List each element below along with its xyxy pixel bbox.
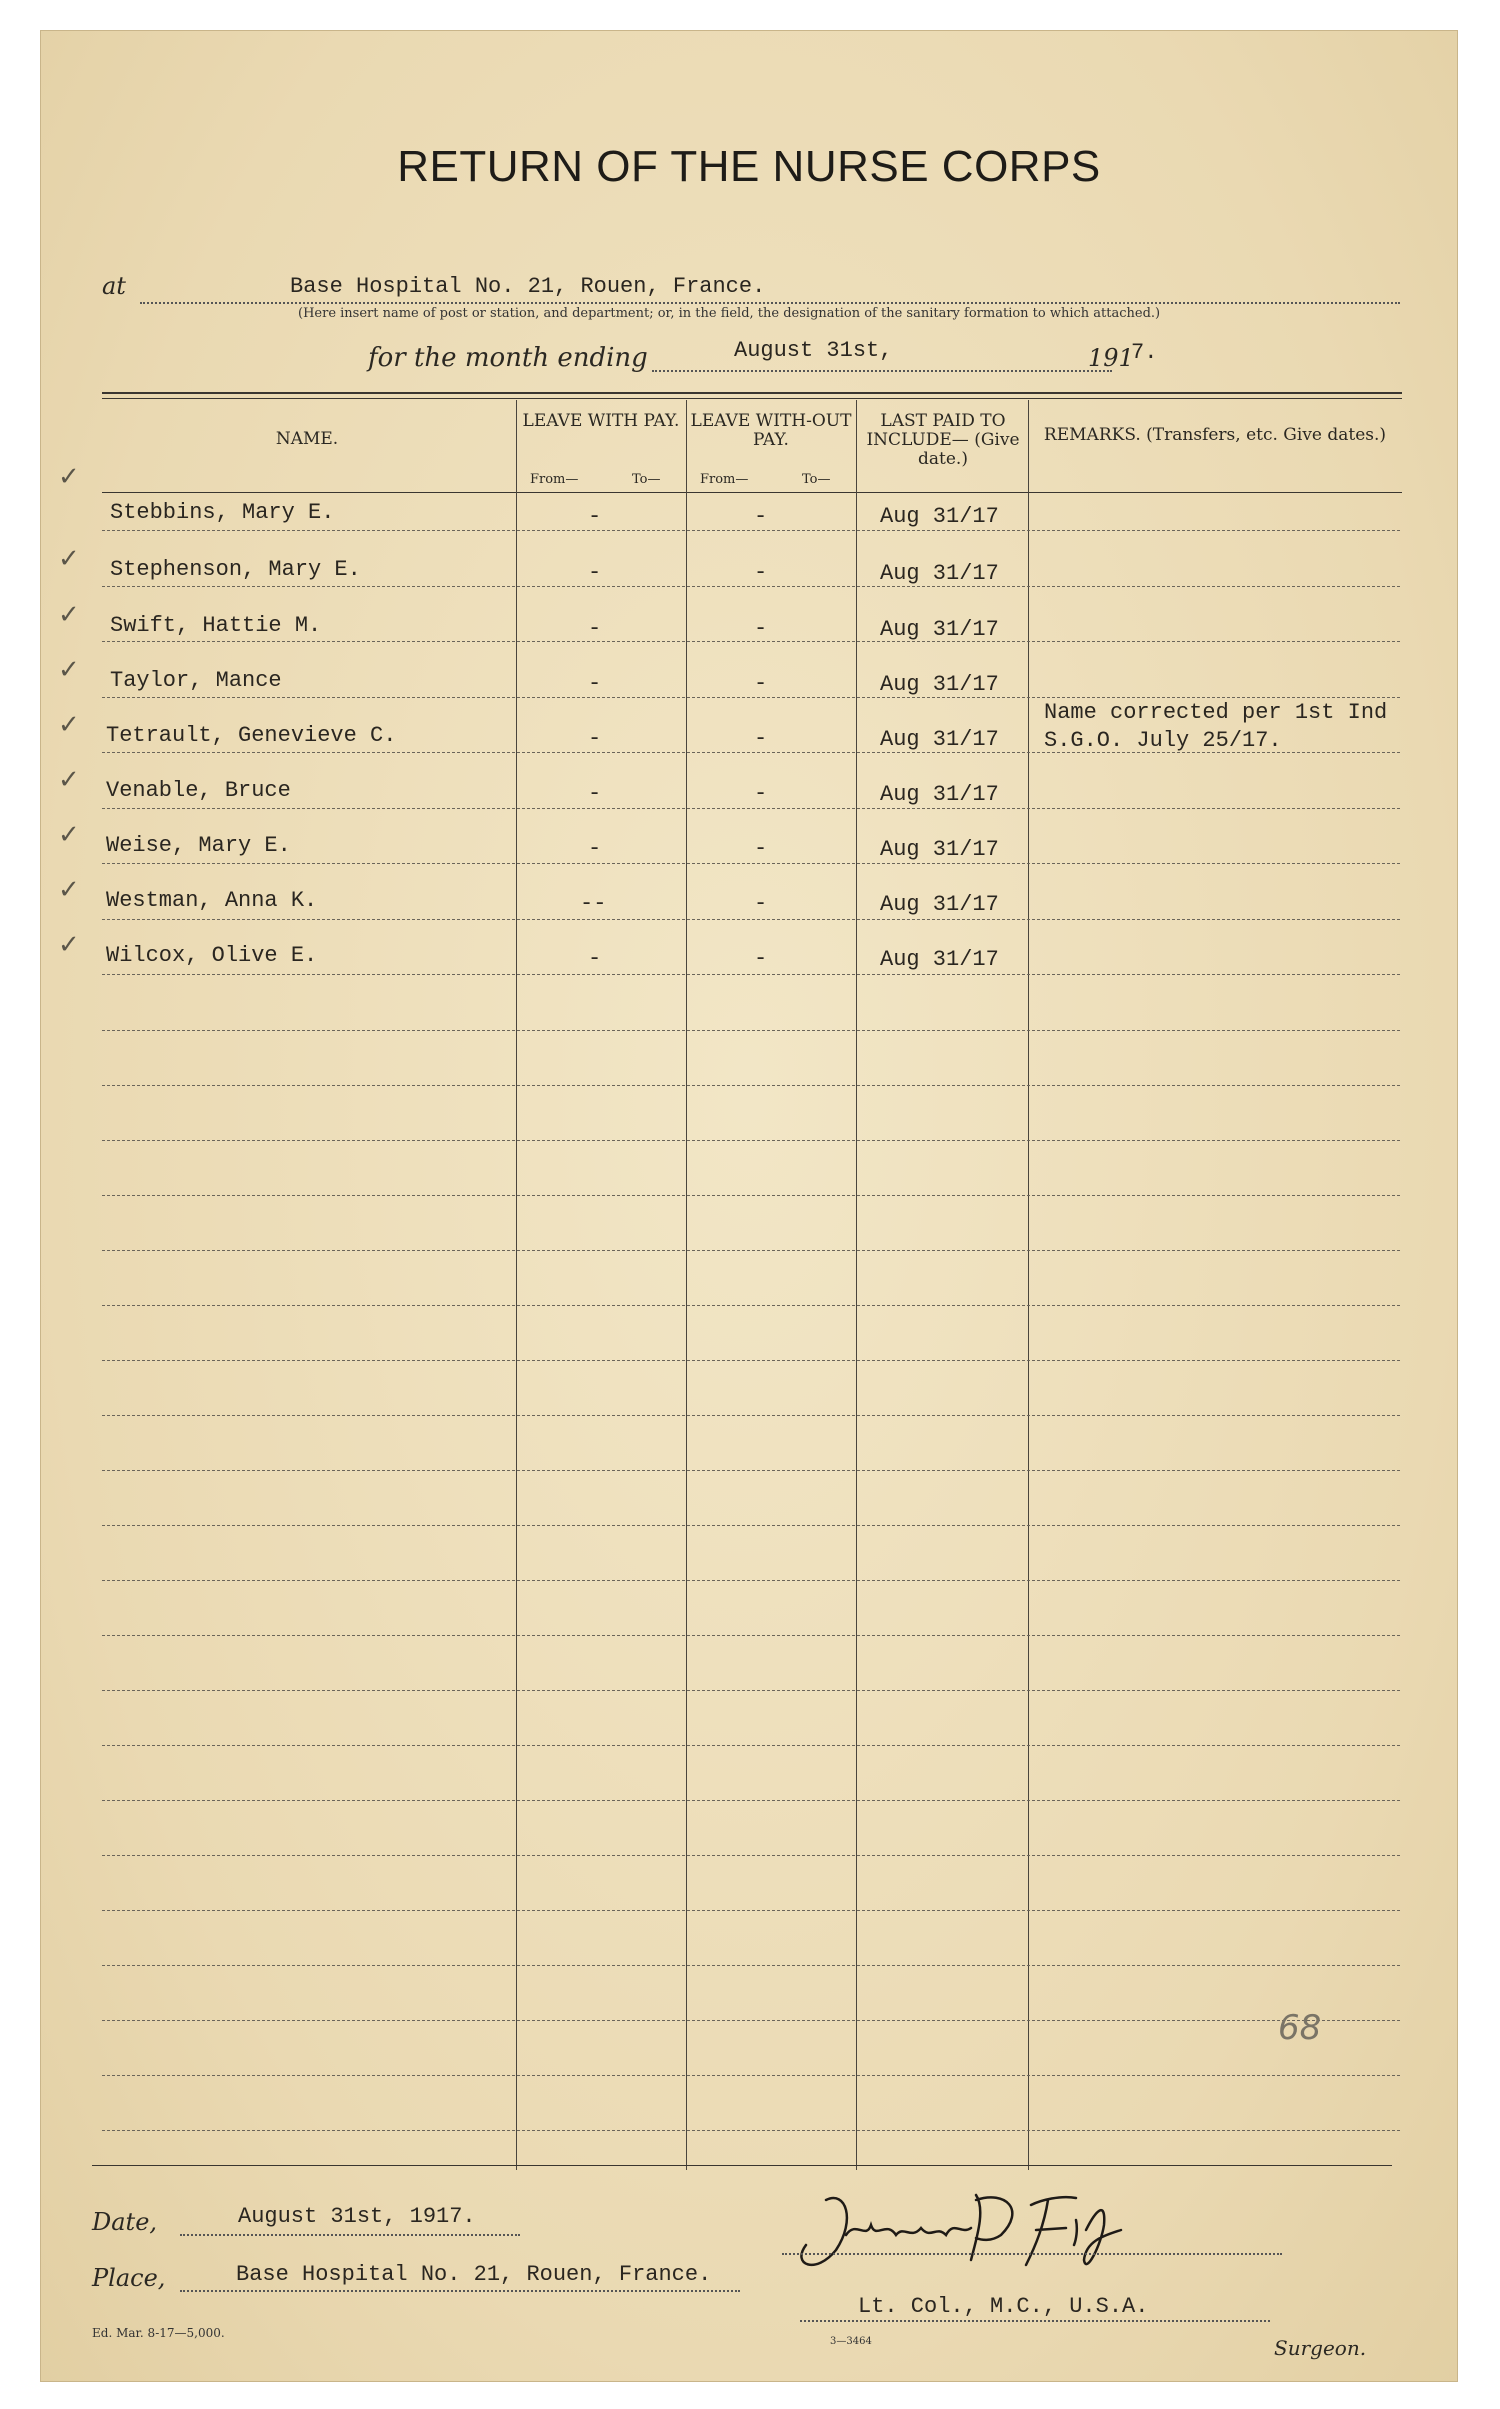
header-last-paid: LAST PAID TO INCLUDE— (Give date.) — [866, 411, 1020, 469]
row-leave-with-pay: -- — [580, 891, 607, 916]
row-rule — [102, 1250, 1400, 1251]
row-rule — [102, 1030, 1400, 1031]
subheader-to-1: To— — [632, 472, 661, 487]
year-prefix: 191 — [1088, 344, 1134, 372]
place-label: Place, — [92, 2264, 166, 2292]
header-bottom-rule — [102, 492, 1402, 493]
check-mark-icon: ✓ — [58, 544, 80, 574]
row-leave-without-pay: - — [754, 781, 768, 806]
row-rule — [102, 1305, 1400, 1306]
year-suffix: 7. — [1131, 340, 1158, 365]
row-last-paid: Aug 31/17 — [880, 892, 999, 917]
header-remarks: REMARKS. (Transfers, etc. Give dates.) — [1043, 425, 1387, 445]
row-leave-without-pay: - — [754, 560, 768, 585]
signature-dotline — [782, 2253, 1282, 2255]
at-dotline — [140, 302, 1400, 304]
col-rule-1 — [516, 400, 517, 2170]
row-leave-without-pay: - — [754, 504, 768, 529]
table-top-rule — [102, 392, 1402, 394]
row-last-paid: Aug 31/17 — [880, 561, 999, 586]
row-rule — [102, 1140, 1400, 1141]
header-leave-without-pay: LEAVE WITH-OUT PAY. — [690, 411, 852, 450]
date-dotline — [180, 2234, 520, 2236]
document-sheet — [40, 30, 1458, 2382]
row-rule — [102, 974, 1400, 975]
row-remarks-line-2: S.G.O. July 25/17. — [1044, 728, 1282, 753]
row-rule — [102, 1360, 1400, 1361]
row-last-paid: Aug 31/17 — [880, 504, 999, 529]
date-value: August 31st, 1917. — [238, 2204, 476, 2229]
subheader-from-2: From— — [700, 472, 749, 487]
row-leave-without-pay: - — [754, 946, 768, 971]
row-rule — [102, 1580, 1400, 1581]
check-mark-icon: ✓ — [58, 930, 80, 960]
at-label: at — [102, 272, 126, 300]
row-leave-with-pay: - — [588, 836, 602, 861]
row-rule — [102, 808, 1400, 809]
table-bottom-rule — [92, 2165, 1392, 2166]
pencil-note: 68 — [1278, 2008, 1322, 2048]
row-rule — [102, 2020, 1400, 2021]
col-rule-4 — [1028, 400, 1029, 2170]
row-last-paid: Aug 31/17 — [880, 837, 999, 862]
row-last-paid: Aug 31/17 — [880, 727, 999, 752]
row-rule — [102, 2075, 1400, 2076]
row-leave-with-pay: - — [588, 671, 602, 696]
month-value: August 31st, — [734, 338, 893, 363]
row-rule — [102, 641, 1400, 642]
row-leave-with-pay: - — [588, 504, 602, 529]
row-leave-without-pay: - — [754, 616, 768, 641]
row-rule — [102, 1800, 1400, 1801]
row-leave-with-pay: - — [588, 781, 602, 806]
row-name: Venable, Bruce — [106, 778, 291, 803]
surgeon-label: Surgeon. — [1274, 2336, 1367, 2360]
row-name: Taylor, Mance — [110, 668, 282, 693]
row-rule — [102, 1470, 1400, 1471]
row-rule — [102, 1745, 1400, 1746]
month-dotline — [652, 370, 1112, 372]
col-rule-3 — [856, 400, 857, 2170]
row-rule — [102, 2130, 1400, 2131]
header-name: NAME. — [275, 429, 339, 449]
check-mark-icon: ✓ — [58, 875, 80, 905]
row-leave-with-pay: - — [588, 726, 602, 751]
rank-dotline — [800, 2320, 1270, 2322]
row-name: Westman, Anna K. — [106, 888, 318, 913]
col-rule-2 — [686, 400, 687, 2170]
row-rule — [102, 919, 1400, 920]
check-mark-icon: ✓ — [58, 820, 80, 850]
check-mark-icon: ✓ — [58, 462, 80, 492]
check-mark-icon: ✓ — [58, 765, 80, 795]
row-rule — [102, 863, 1400, 864]
row-last-paid: Aug 31/17 — [880, 617, 999, 642]
row-rule — [102, 1690, 1400, 1691]
row-name: Weise, Mary E. — [106, 833, 291, 858]
station-value: Base Hospital No. 21, Rouen, France. — [290, 274, 766, 299]
row-leave-with-pay: - — [588, 560, 602, 585]
station-instruction: (Here insert name of post or station, and department; or, in the field, the designation of the sanitary formation to which attached.) — [298, 306, 1161, 321]
check-mark-icon: ✓ — [58, 710, 80, 740]
row-leave-without-pay: - — [754, 671, 768, 696]
date-label: Date, — [92, 2208, 158, 2236]
row-leave-with-pay: - — [588, 946, 602, 971]
row-rule — [102, 697, 1400, 698]
row-name: Tetrault, Genevieve C. — [106, 723, 397, 748]
row-last-paid: Aug 31/17 — [880, 672, 999, 697]
signer-rank: Lt. Col., M.C., U.S.A. — [858, 2294, 1149, 2319]
row-rule — [102, 1855, 1400, 1856]
form-title: RETURN OF THE NURSE CORPS — [397, 142, 1101, 191]
subheader-to-2: To— — [802, 472, 831, 487]
table-top-rule-inner — [102, 398, 1402, 399]
place-value: Base Hospital No. 21, Rouen, France. — [236, 2262, 712, 2287]
row-last-paid: Aug 31/17 — [880, 782, 999, 807]
row-leave-without-pay: - — [754, 836, 768, 861]
row-rule — [102, 1910, 1400, 1911]
row-rule — [102, 1415, 1400, 1416]
form-number: 3—3464 — [830, 2336, 872, 2347]
row-name: Swift, Hattie M. — [110, 613, 322, 638]
row-leave-with-pay: - — [588, 616, 602, 641]
subheader-from-1: From— — [530, 472, 579, 487]
row-leave-without-pay: - — [754, 891, 768, 916]
row-remarks-line-1: Name corrected per 1st Ind — [1044, 700, 1388, 725]
row-rule — [102, 1635, 1400, 1636]
row-name: Wilcox, Olive E. — [106, 943, 318, 968]
row-rule — [102, 530, 1400, 531]
row-name: Stebbins, Mary E. — [110, 500, 335, 525]
row-rule — [102, 1965, 1400, 1966]
signature-image — [786, 2180, 1186, 2280]
header-leave-with-pay: LEAVE WITH PAY. — [522, 411, 680, 431]
row-name: Stephenson, Mary E. — [110, 557, 361, 582]
edition-note: Ed. Mar. 8-17—5,000. — [92, 2326, 225, 2340]
row-leave-without-pay: - — [754, 726, 768, 751]
row-rule — [102, 586, 1400, 587]
row-rule — [102, 1525, 1400, 1526]
month-label: for the month ending — [368, 343, 648, 373]
row-last-paid: Aug 31/17 — [880, 947, 999, 972]
row-rule — [102, 1085, 1400, 1086]
check-mark-icon: ✓ — [58, 655, 80, 685]
check-mark-icon: ✓ — [58, 600, 80, 630]
row-rule — [102, 1195, 1400, 1196]
place-dotline — [180, 2290, 740, 2292]
